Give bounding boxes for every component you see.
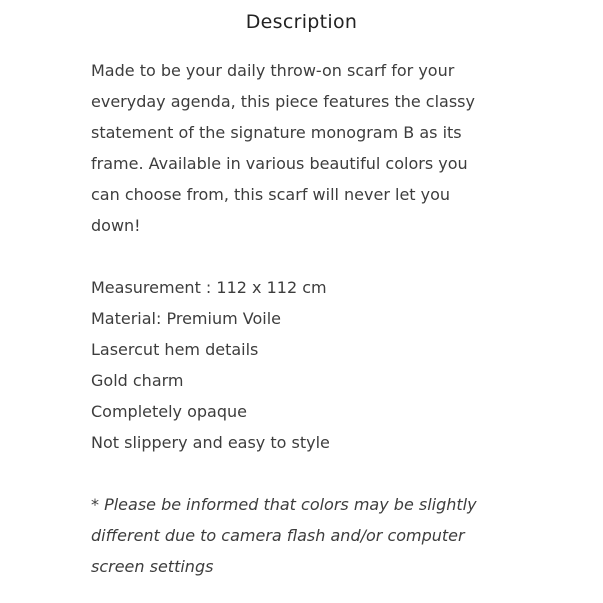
spec-hem: Lasercut hem details: [91, 340, 259, 359]
description-paragraph: [91, 55, 591, 241]
description-line: everyday agenda, this piece features the classy: [91, 92, 475, 111]
description-line: Made to be your daily throw-on scarf for your: [91, 61, 455, 80]
spacer: [91, 241, 591, 272]
color-disclaimer: [91, 489, 591, 582]
section-title: Description: [245, 11, 358, 33]
description-line: frame. Available in various beautiful colors you: [91, 154, 468, 173]
description-line: down!: [91, 216, 141, 235]
spec-texture: Not slippery and easy to style: [91, 433, 330, 452]
spec-material: Material: Premium Voile: [91, 309, 281, 328]
description-content: [91, 55, 591, 582]
disclaimer-line: * Please be informed that colors may be slightly: [91, 495, 477, 514]
spec-opacity: Completely opaque: [91, 402, 247, 421]
description-line: statement of the signature monogram B as its: [91, 123, 462, 142]
disclaimer-line: different due to camera flash and/or computer: [91, 526, 465, 545]
spec-charm: Gold charm: [91, 371, 184, 390]
specs-list: [91, 272, 591, 458]
spec-measurement: Measurement : 112 x 112 cm: [91, 278, 327, 297]
description-line: can choose from, this scarf will never let you: [91, 185, 451, 204]
disclaimer-line: screen settings: [91, 557, 214, 576]
spacer: [91, 458, 591, 489]
